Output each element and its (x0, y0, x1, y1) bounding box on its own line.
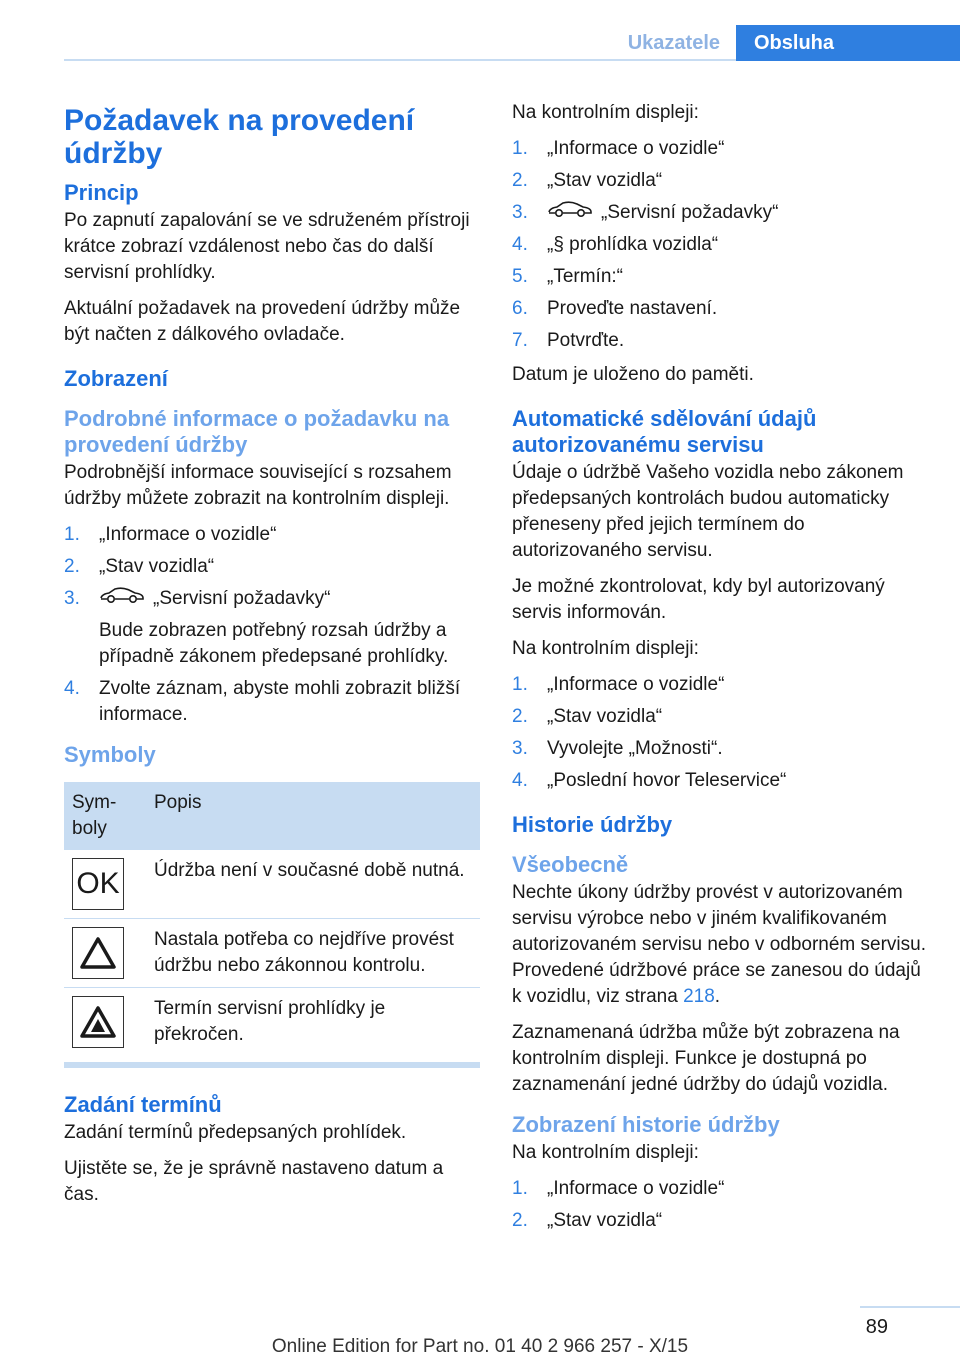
step-text: „Servisní požadavky“ (153, 588, 331, 610)
step-number: 2. (512, 706, 528, 728)
step-text: „Stav vozidla“ (547, 170, 663, 191)
list-item (512, 1208, 928, 1234)
list-item (512, 1176, 928, 1202)
step-subtext: Bude zobrazen potřebný rozsah údržby a případně zákonem předepsané prohlídky. (99, 620, 449, 668)
edition-footer: Online Edition for Part no. 01 40 2 966 257 - X/15 (271, 1336, 689, 1357)
step-number: 3. (512, 738, 528, 760)
subheading-symboly: Symboly (64, 742, 156, 768)
step-text: Proveďte nastavení. (547, 298, 718, 320)
footer-rule (860, 1306, 960, 1308)
heading-automaticke-sdelovani: Automatické sdělování údajů autorizovanému servisu (512, 406, 817, 458)
steps-list (512, 136, 928, 354)
table-row (64, 988, 480, 1066)
subheading-vseobecne: Všeobecně (512, 852, 629, 878)
list-item (512, 328, 928, 354)
tab-obsluha[interactable]: Obsluha (736, 25, 960, 61)
car-service-icon (99, 586, 145, 612)
steps-list (64, 522, 480, 728)
page-header (64, 25, 960, 61)
page-title: Požadavek na provedení údržby (64, 104, 415, 170)
right-column (512, 100, 928, 1242)
step-text: „Stav vozidla“ (547, 706, 663, 728)
list-item (512, 232, 928, 258)
step-text: Vyvolejte „Možnosti“. (547, 738, 723, 760)
list-item (64, 676, 480, 728)
list-item (512, 704, 928, 730)
column-header-symbols: Sym-boly (64, 782, 146, 850)
list-item (512, 136, 928, 162)
paragraph: Po zapnutí zapalování se ve sdruženém přístroji krátce zobrazí vzdálenost nebo čas do další servisní prohlídky. (64, 210, 470, 283)
column-header-description: Popis (146, 782, 480, 850)
step-number: 1. (64, 524, 80, 545)
step-number: 3. (64, 588, 80, 609)
step-number: 5. (512, 266, 528, 288)
table-header-row (64, 782, 480, 850)
warning-triangle-filled-icon (72, 996, 124, 1048)
step-text: „Poslední hovor Teleservice“ (547, 770, 787, 792)
step-text: „Stav vozidla“ (99, 556, 215, 577)
paragraph: Je možné zkontrolovat, kdy byl autorizovaný servis informován. (512, 576, 885, 624)
step-text: „Informace o vozidle“ (547, 674, 725, 696)
step-number: 1. (512, 674, 528, 696)
step-number: 3. (512, 202, 528, 223)
car-service-icon (547, 200, 593, 226)
step-number: 1. (512, 1178, 528, 1200)
paragraph: Zaznamenaná údržba může být zobrazena na kontrolním displeji. Funkce je dostupná po zaznamenání jedné údržby do údajů vozidla. (512, 1022, 900, 1096)
step-number: 6. (512, 298, 528, 320)
list-item (512, 296, 928, 322)
step-number: 7. (512, 330, 528, 352)
table-row (64, 919, 480, 988)
warning-triangle-outline-icon (72, 927, 124, 979)
list-item (512, 672, 928, 698)
ok-icon: OK (72, 858, 124, 910)
step-number: 4. (512, 770, 528, 792)
steps-list (512, 1176, 928, 1234)
step-text: „Informace o vozidle“ (547, 138, 725, 159)
step-number: 2. (512, 170, 528, 191)
left-column (64, 100, 480, 1218)
step-number: 2. (64, 556, 80, 577)
table-cell-description: Termín servisní prohlídky je překročen. (146, 988, 480, 1066)
subheading-zobrazeni-historie: Zobrazení historie údržby (512, 1112, 780, 1138)
list-item (64, 586, 480, 670)
step-text: „Informace o vozidle“ (99, 524, 277, 545)
subheading-podrobne-informace: Podrobné informace o požadavku na provedení údržby (64, 406, 450, 457)
paragraph: Datum je uloženo do paměti. (512, 364, 754, 386)
step-text: Zvolte záznam, abyste mohli zobrazit bližší informace. (99, 678, 461, 726)
page-number: 89 (865, 1316, 888, 1338)
step-text: Potvrďte. (547, 330, 625, 352)
paragraph: Aktuální požadavek na provedení údržby může být načten z dálkového ovladače. (64, 298, 461, 345)
list-item (64, 522, 480, 548)
tab-ukazatele[interactable]: Ukazatele (627, 32, 720, 54)
symbols-table (64, 782, 480, 1068)
heading-zobrazeni: Zobrazení (64, 366, 168, 391)
step-text: „Termín:“ (547, 266, 623, 288)
step-text: „Informace o vozidle“ (547, 1178, 725, 1200)
list-item (512, 768, 928, 794)
table-cell-description: Nastala potřeba co nejdříve provést údržbu nebo zákonnou kontrolu. (146, 919, 480, 988)
list-item (512, 168, 928, 194)
paragraph: Na kontrolním displeji: (512, 1142, 699, 1164)
list-item (512, 736, 928, 762)
paragraph: Údaje o údržbě Vašeho vozidla nebo zákonem předepsaných kontrolách budou automaticky přeneseny před jejich termínem do autorizovaného servisu. (512, 462, 904, 562)
paragraph: Na kontrolním displeji: (512, 102, 699, 123)
paragraph: Nechte úkony údržby provést v autorizovaném servisu výrobce nebo v jiném kvalifikovaném autorizovaném servisu nebo v odborném servisu. Provedené údržbové práce se zanesou do údajů k vozidlu, viz strana 218. (512, 882, 926, 1008)
heading-historie-udrzby: Historie údržby (512, 812, 673, 838)
paragraph: Na kontrolním displeji: (512, 638, 699, 660)
list-item (512, 264, 928, 290)
steps-list (512, 672, 928, 794)
page-link[interactable]: 218 (683, 986, 715, 1008)
step-number: 1. (512, 138, 528, 159)
step-number: 4. (512, 234, 528, 256)
step-text: „Servisní požadavky“ (601, 202, 779, 224)
table-row (64, 850, 480, 919)
heading-zadani-terminu: Zadání termínů (64, 1092, 222, 1118)
step-number: 2. (512, 1210, 528, 1232)
paragraph: Podrobnější informace související s rozsahem údržby můžete zobrazit na kontrolním displeji. (64, 462, 452, 509)
heading-princip: Princip (64, 180, 139, 205)
paragraph: Zadání termínů předepsaných prohlídek. (64, 1122, 407, 1144)
paragraph: Ujistěte se, že je správně nastaveno datum a čas. (64, 1158, 444, 1206)
list-item (512, 200, 928, 226)
table-cell-description: Údržba není v současné době nutná. (146, 850, 480, 919)
step-text: „Stav vozidla“ (547, 1210, 663, 1232)
step-number: 4. (64, 678, 80, 700)
step-text: „§ prohlídka vozidla“ (547, 234, 719, 256)
list-item (64, 554, 480, 580)
